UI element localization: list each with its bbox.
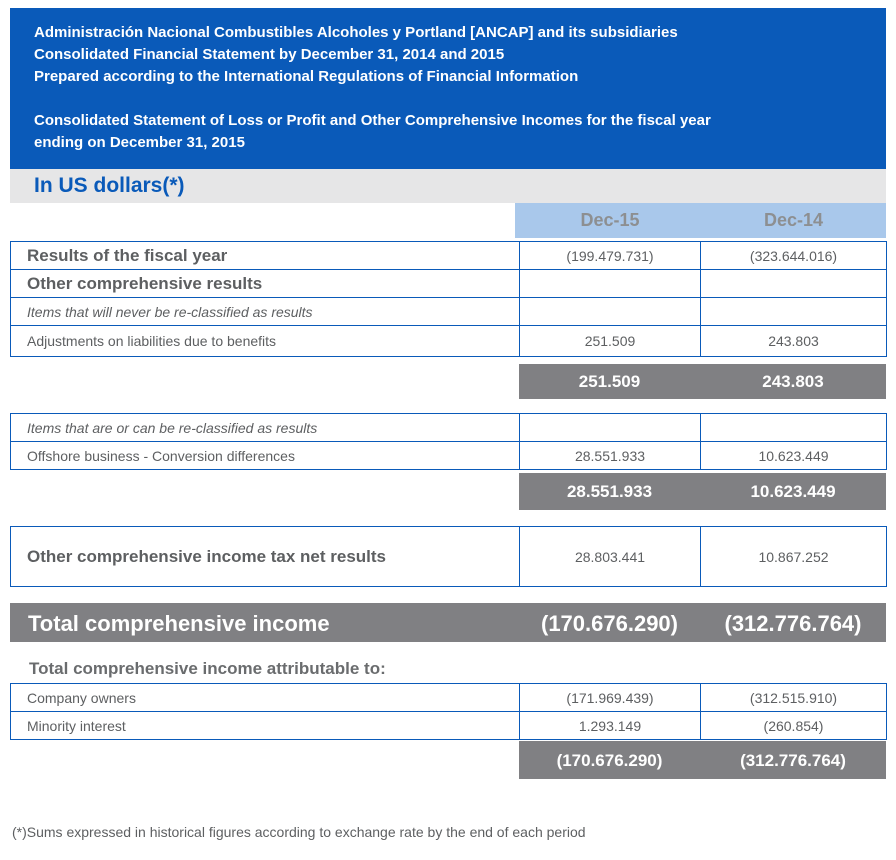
attributable-title: Total comprehensive income attributable to:	[29, 659, 386, 678]
header-line-2: Consolidated Financial Statement by December 31, 2014 and 2015	[34, 46, 505, 63]
adjustments-dec15: 251.509	[520, 326, 701, 357]
table-row	[11, 684, 887, 712]
other-results-label: Other comprehensive results	[11, 270, 520, 298]
subtotal3-dec14: (312.776.764)	[740, 751, 846, 770]
header-line-1: Administración Nacional Combustibles Alcoholes y Portland [ANCAP] and its subsidiaries	[34, 24, 678, 41]
table-row	[11, 326, 887, 357]
column-headers	[515, 203, 886, 238]
can-reclassified-label: Items that are or can be re-classified as results	[11, 414, 520, 442]
table-row	[11, 527, 887, 587]
subtotal1-dec15: 251.509	[578, 372, 641, 391]
table-row	[11, 298, 887, 326]
total-dec15: (170.676.290)	[541, 611, 678, 636]
header-line-5: ending on December 31, 2015	[34, 134, 245, 151]
empty-cell	[520, 298, 701, 326]
empty-cell	[520, 270, 701, 298]
table-row	[11, 242, 887, 270]
table-row	[11, 442, 887, 470]
subtotal-bar-3	[519, 741, 886, 779]
results-dec14: (323.644.016)	[701, 242, 887, 270]
total-band	[10, 603, 886, 642]
total-dec14: (312.776.764)	[724, 611, 862, 636]
column-header-dec15: Dec-15	[580, 210, 640, 230]
column-header-dec14: Dec-14	[763, 210, 824, 230]
header-line-3: Prepared according to the International Regulations of Financial Information	[34, 68, 579, 85]
other-comprehensive-dec14: 10.867.252	[701, 527, 887, 587]
subtotal1-dec14: 243.803	[762, 372, 824, 391]
other-comprehensive-label: Other comprehensive income tax net results	[11, 527, 520, 587]
adjustments-label: Adjustments on liabilities due to benefits	[11, 326, 520, 357]
empty-cell	[701, 270, 887, 298]
results-table	[10, 241, 887, 357]
report-header	[10, 8, 886, 169]
minority-interest-label: Minority interest	[11, 712, 520, 740]
other-comprehensive-dec15: 28.803.441	[520, 527, 701, 587]
total-label: Total comprehensive income	[28, 611, 330, 636]
results-dec15: (199.479.731)	[520, 242, 701, 270]
company-owners-dec14: (312.515.910)	[701, 684, 887, 712]
results-label: Results of the fiscal year	[11, 242, 520, 270]
empty-cell	[701, 298, 887, 326]
offshore-dec14: 10.623.449	[701, 442, 887, 470]
subtotal2-dec15: 28.551.933	[566, 482, 653, 501]
adjustments-dec14: 243.803	[701, 326, 887, 357]
empty-cell	[701, 414, 887, 442]
table-row	[11, 270, 887, 298]
company-owners-dec15: (171.969.439)	[520, 684, 701, 712]
subtotal-bar-2	[519, 473, 886, 510]
reclassified-table	[10, 413, 887, 470]
empty-cell	[520, 414, 701, 442]
footnote: (*)Sums expressed in historical figures according to exchange rate by the end of each period	[12, 824, 586, 840]
other-comprehensive-table	[10, 526, 887, 587]
attributable-table	[10, 683, 887, 740]
table-row	[11, 712, 887, 740]
minority-interest-dec15: 1.293.149	[520, 712, 701, 740]
subtotal-bar-1	[519, 364, 886, 399]
offshore-dec15: 28.551.933	[520, 442, 701, 470]
minority-interest-dec14: (260.854)	[701, 712, 887, 740]
subtotal3-dec15: (170.676.290)	[556, 751, 663, 770]
header-line-4: Consolidated Statement of Loss or Profit and Other Comprehensive Incomes for the fiscal year	[34, 112, 711, 129]
table-row	[11, 414, 887, 442]
offshore-label: Offshore business - Conversion differences	[11, 442, 520, 470]
currency-label: In US dollars(*)	[34, 174, 185, 197]
never-reclassified-label: Items that will never be re-classified as results	[11, 298, 520, 326]
subtotal2-dec14: 10.623.449	[750, 482, 836, 501]
currency-band	[10, 169, 886, 203]
company-owners-label: Company owners	[11, 684, 520, 712]
